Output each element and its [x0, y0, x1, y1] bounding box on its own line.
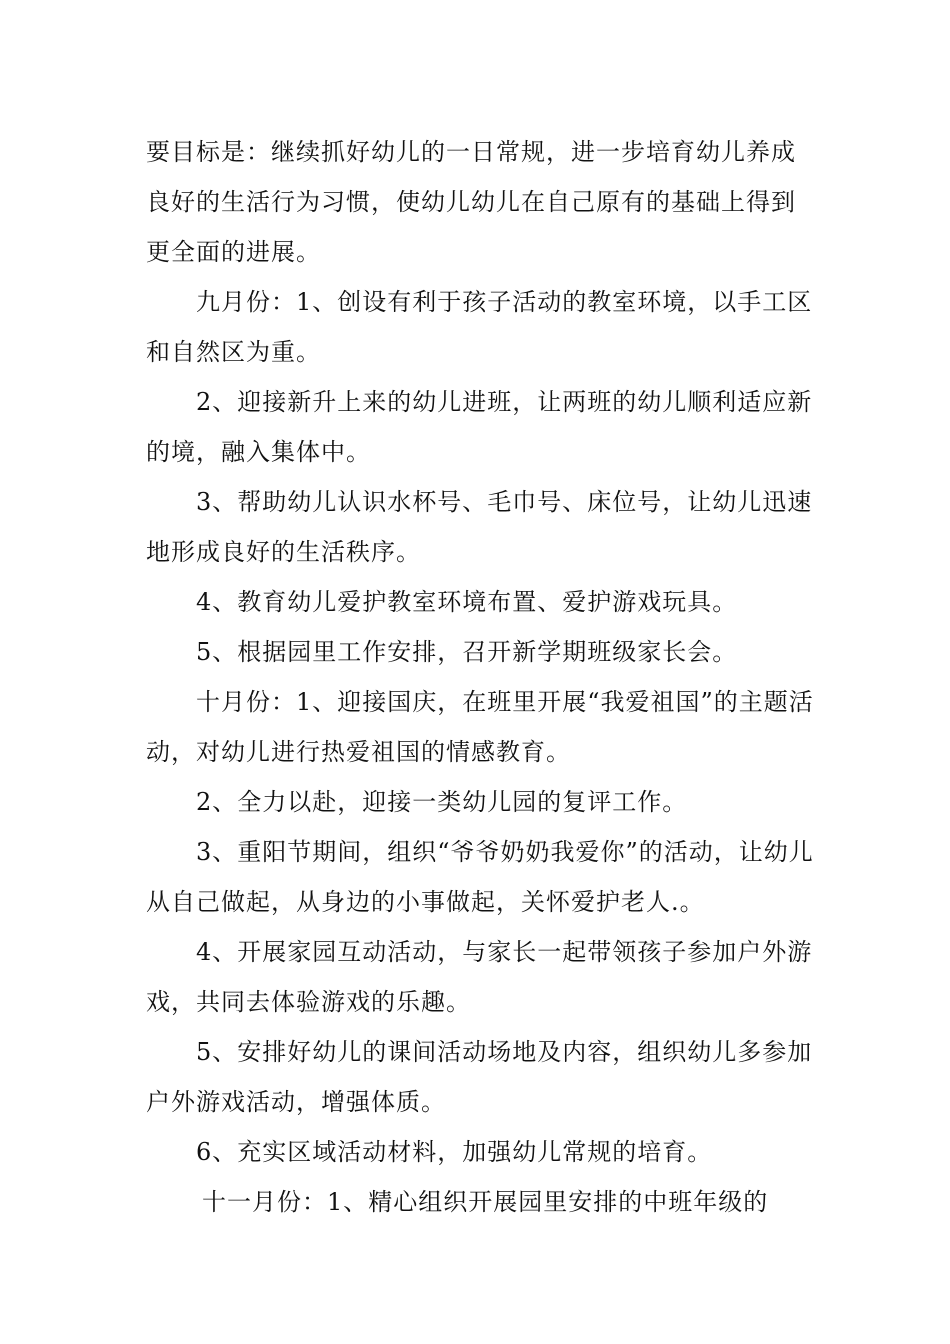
paragraph-october-1: 十月份：1、迎接国庆，在班里开展“我爱祖国”的主题活动，对幼儿进行热爱祖国的情感教育。 — [146, 688, 814, 766]
paragraph-september-3: 3、帮助幼儿认识水杯号、毛巾号、床位号，让幼儿迅速地形成良好的生活秩序。 — [146, 488, 813, 566]
paragraph-september-5: 5、根据园里工作安排，召开新学期班级家长会。 — [196, 638, 738, 666]
paragraph-goal: 要目标是：继续抓好幼儿的一日常规，进一步培育幼儿养成良好的生活行为习惯，使幼儿幼儿在自己原有的基础上得到更全面的进展。 — [146, 138, 796, 266]
paragraph-september-4: 4、教育幼儿爱护教室环境布置、爱护游戏玩具。 — [196, 588, 738, 616]
paragraph-october-4: 4、开展家园互动活动，与家长一起带领孩子参加户外游戏，共同去体验游戏的乐趣。 — [146, 938, 813, 1016]
paragraph-november-1: 十一月份：1、精心组织开展园里安排的中班年级的 — [202, 1188, 769, 1216]
paragraph-october-5: 5、安排好幼儿的课间活动场地及内容，组织幼儿多参加户外游戏活动，增强体质。 — [146, 1038, 813, 1116]
paragraph-october-2: 2、全力以赴，迎接一类幼儿园的复评工作。 — [196, 788, 688, 816]
paragraph-october-6: 6、充实区域活动材料，加强幼儿常规的培育。 — [196, 1138, 713, 1166]
paragraph-october-3: 3、重阳节期间，组织“爷爷奶奶我爱你”的活动，让幼儿从自己做起，从身边的小事做起，关怀爱护老人.。 — [146, 838, 814, 916]
paragraph-september-1: 九月份：1、创设有利于孩子活动的教室环境，以手工区和自然区为重。 — [146, 288, 813, 366]
paragraph-september-2: 2、迎接新升上来的幼儿进班，让两班的幼儿顺利适应新的境，融入集体中。 — [146, 388, 813, 466]
